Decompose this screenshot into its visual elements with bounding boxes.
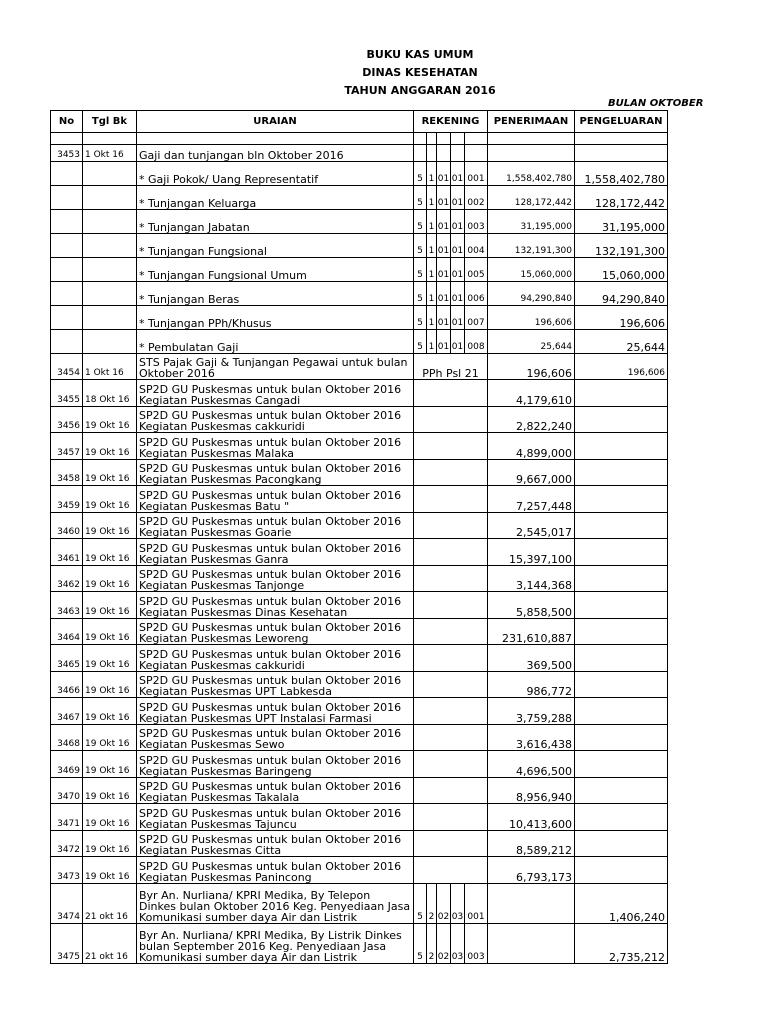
entry-date: 19 Okt 16 [83, 671, 137, 698]
entry-desc: SP2D GU Puskesmas untuk bulan Oktober 2016 Kegiatan Puskesmas UPT Labkesda [137, 671, 414, 698]
entry-no: 3467 [51, 698, 83, 725]
penerimaan-value: 4,179,610 [488, 380, 575, 407]
rekening-seg3: 02 [437, 923, 451, 963]
rekening-seg4: 01 [451, 282, 465, 306]
pengeluaran-value: 94,290,840 [575, 282, 668, 306]
entry-desc: SP2D GU Puskesmas untuk bulan Oktober 2016 Kegiatan Puskesmas Pacongkang [137, 459, 414, 486]
entry-no: 3458 [51, 459, 83, 486]
entry-date: 19 Okt 16 [83, 830, 137, 857]
penerimaan-value: 15,060,000 [488, 258, 575, 282]
penerimaan-value: 15,397,100 [488, 539, 575, 566]
rekening-seg5: 005 [465, 258, 488, 282]
rekening-seg5: 003 [465, 923, 488, 963]
entry-no: 3464 [51, 618, 83, 645]
rekening-seg5: 008 [465, 330, 488, 354]
entry-no: 3454 [51, 354, 83, 380]
entry-date: 19 Okt 16 [83, 804, 137, 831]
sp2d-row [51, 592, 768, 619]
penerimaan-value: 8,589,212 [488, 830, 575, 857]
entry-date: 19 Okt 16 [83, 724, 137, 751]
sp2d-row [51, 380, 768, 407]
entry-desc: * Tunjangan Jabatan [137, 210, 414, 234]
entry-no: 3470 [51, 777, 83, 804]
entry-no: 3457 [51, 433, 83, 460]
entry-desc: * Tunjangan Fungsional Umum [137, 258, 414, 282]
penerimaan-value: 3,144,368 [488, 565, 575, 592]
col-pengeluaran: PENGELUARAN [575, 111, 668, 133]
sts-row [51, 354, 768, 380]
penerimaan-value: 10,413,600 [488, 804, 575, 831]
entry-desc: SP2D GU Puskesmas untuk bulan Oktober 2016 Kegiatan Puskesmas Tajuncu [137, 804, 414, 831]
agency-name: DINAS KESEHATAN [362, 66, 478, 79]
entry-no: 3455 [51, 380, 83, 407]
rekening-seg4: 03 [451, 923, 465, 963]
rekening-seg2: 1 [427, 306, 437, 330]
pengeluaran-value: 132,191,300 [575, 234, 668, 258]
entry-desc: SP2D GU Puskesmas untuk bulan Oktober 2016 Kegiatan Puskesmas Sewo [137, 724, 414, 751]
entry-desc: SP2D GU Puskesmas untuk bulan Oktober 2016 Kegiatan Puskesmas Malaka [137, 433, 414, 460]
rekening-seg3: 01 [437, 306, 451, 330]
rekening-seg2: 1 [427, 186, 437, 210]
entry-no: 3469 [51, 751, 83, 778]
rekening-seg4: 01 [451, 306, 465, 330]
penerimaan-value: 5,858,500 [488, 592, 575, 619]
entry-date: 19 Okt 16 [83, 565, 137, 592]
entry-desc: Byr An. Nurliana/ KPRI Medika, By Telepon Dinkes bulan Oktober 2016 Keg. Penyediaan Jasa Komunikasi sumber daya Air dan Listrik [137, 883, 414, 923]
entry-no: 3471 [51, 804, 83, 831]
month-label: BULAN OKTOBER [608, 98, 704, 109]
sp2d-row [51, 777, 768, 804]
entry-date: 19 Okt 16 [83, 459, 137, 486]
rekening-seg4: 01 [451, 234, 465, 258]
report-title: BUKU KAS UMUM [366, 48, 474, 61]
rekening-seg2: 1 [427, 282, 437, 306]
rekening-seg2: 2 [427, 923, 437, 963]
penerimaan-value: 132,191,300 [488, 234, 575, 258]
rekening-seg3: 01 [437, 258, 451, 282]
entry-desc: SP2D GU Puskesmas untuk bulan Oktober 2016 Kegiatan Puskesmas Leworeng [137, 618, 414, 645]
entry-no: 3461 [51, 539, 83, 566]
penerimaan-value: 7,257,448 [488, 486, 575, 513]
penerimaan-value: 3,759,288 [488, 698, 575, 725]
entry-desc: SP2D GU Puskesmas untuk bulan Oktober 2016 Kegiatan Puskesmas cakkuridi [137, 645, 414, 672]
entry-date: 19 Okt 16 [83, 433, 137, 460]
entry-date: 1 Okt 16 [83, 145, 137, 162]
salary-item-row [51, 162, 768, 186]
penerimaan-value: 4,696,500 [488, 751, 575, 778]
rekening-seg5: 002 [465, 186, 488, 210]
penerimaan-value: 986,772 [488, 671, 575, 698]
col-rekening: REKENING [414, 111, 488, 133]
rekening-seg5: 004 [465, 234, 488, 258]
entry-no: 3456 [51, 406, 83, 433]
payment-row [51, 923, 768, 963]
rekening-seg5: 007 [465, 306, 488, 330]
entry-no: 3453 [51, 145, 83, 162]
sp2d-row [51, 433, 768, 460]
rekening-seg2: 1 [427, 162, 437, 186]
salary-item-row [51, 306, 768, 330]
entry-date: 19 Okt 16 [83, 539, 137, 566]
entry-desc: SP2D GU Puskesmas untuk bulan Oktober 2016 Kegiatan Puskesmas Citta [137, 830, 414, 857]
rekening-seg4: 01 [451, 330, 465, 354]
rekening-seg2: 2 [427, 883, 437, 923]
rekening-seg5: 001 [465, 883, 488, 923]
entry-desc: STS Pajak Gaji & Tunjangan Pegawai untuk bulan Oktober 2016 [137, 354, 414, 380]
penerimaan-value: 2,822,240 [488, 406, 575, 433]
pengeluaran-value: 15,060,000 [575, 258, 668, 282]
rekening-seg1: 5 [414, 923, 427, 963]
rekening-seg3: 01 [437, 234, 451, 258]
rekening-seg5: 003 [465, 210, 488, 234]
salary-item-row [51, 258, 768, 282]
col-tgl: Tgl Bk [83, 111, 137, 133]
entry-date: 19 Okt 16 [83, 751, 137, 778]
entry-no: 3462 [51, 565, 83, 592]
penerimaan-value: 196,606 [488, 306, 575, 330]
rekening-seg5: 006 [465, 282, 488, 306]
salary-item-row [51, 282, 768, 306]
penerimaan-value: 31,195,000 [488, 210, 575, 234]
entry-date: 19 Okt 16 [83, 698, 137, 725]
penerimaan-value: 94,290,840 [488, 282, 575, 306]
rekening-seg3: 01 [437, 282, 451, 306]
rekening-seg1: 5 [414, 234, 427, 258]
penerimaan-value: 2,545,017 [488, 512, 575, 539]
entry-no: 3460 [51, 512, 83, 539]
rekening-seg2: 1 [427, 258, 437, 282]
rekening-seg3: 01 [437, 330, 451, 354]
entry-no: 3475 [51, 923, 83, 963]
entry-desc: SP2D GU Puskesmas untuk bulan Oktober 2016 Kegiatan Puskesmas Panincong [137, 857, 414, 884]
rekening-seg4: 01 [451, 210, 465, 234]
entry-desc: SP2D GU Puskesmas untuk bulan Oktober 2016 Kegiatan Puskesmas Tanjonge [137, 565, 414, 592]
sp2d-row [51, 671, 768, 698]
penerimaan-value: 9,667,000 [488, 459, 575, 486]
penerimaan-value: 196,606 [488, 354, 575, 380]
entry-desc: SP2D GU Puskesmas untuk bulan Oktober 2016 Kegiatan Puskesmas cakkuridi [137, 406, 414, 433]
rekening-seg1: 5 [414, 162, 427, 186]
rekening-seg1: 5 [414, 210, 427, 234]
entry-desc: SP2D GU Puskesmas untuk bulan Oktober 2016 Kegiatan Puskesmas UPT Instalasi Farmasi [137, 698, 414, 725]
rekening-seg2: 1 [427, 234, 437, 258]
entry-date: 19 Okt 16 [83, 645, 137, 672]
entry-desc: * Tunjangan PPh/Khusus [137, 306, 414, 330]
entry-no: 3463 [51, 592, 83, 619]
entry-date: 19 Okt 16 [83, 406, 137, 433]
sp2d-row [51, 565, 768, 592]
sp2d-row [51, 698, 768, 725]
entry-date: 21 okt 16 [83, 883, 137, 923]
entry-desc: * Gaji Pokok/ Uang Representatif [137, 162, 414, 186]
rekening-seg1: 5 [414, 330, 427, 354]
penerimaan-value: 369,500 [488, 645, 575, 672]
rekening-seg1: 5 [414, 883, 427, 923]
penerimaan-value: 231,610,887 [488, 618, 575, 645]
entry-desc: SP2D GU Puskesmas untuk bulan Oktober 2016 Kegiatan Puskesmas Ganra [137, 539, 414, 566]
rekening-text: PPh Psl 21 [414, 354, 488, 380]
rekening-seg1: 5 [414, 282, 427, 306]
penerimaan-value: 8,956,940 [488, 777, 575, 804]
entry-no: 3468 [51, 724, 83, 751]
pengeluaran-value: 1,558,402,780 [575, 162, 668, 186]
entry-date: 19 Okt 16 [83, 486, 137, 513]
entry-desc: SP2D GU Puskesmas untuk bulan Oktober 2016 Kegiatan Puskesmas Baringeng [137, 751, 414, 778]
pengeluaran-value: 196,606 [575, 354, 668, 380]
rekening-seg4: 01 [451, 258, 465, 282]
rekening-seg4: 03 [451, 883, 465, 923]
pengeluaran-value: 31,195,000 [575, 210, 668, 234]
rekening-seg3: 01 [437, 210, 451, 234]
entry-desc: Gaji dan tunjangan bln Oktober 2016 [137, 145, 414, 162]
entry-desc: * Tunjangan Keluarga [137, 186, 414, 210]
entry-no: 3472 [51, 830, 83, 857]
sp2d-row [51, 724, 768, 751]
entry-date: 21 okt 16 [83, 923, 137, 963]
sp2d-row [51, 459, 768, 486]
penerimaan-value: 1,558,402,780 [488, 162, 575, 186]
sp2d-row [51, 645, 768, 672]
header-row [51, 111, 768, 133]
entry-date: 19 Okt 16 [83, 857, 137, 884]
entry-no: 3473 [51, 857, 83, 884]
entry-desc: SP2D GU Puskesmas untuk bulan Oktober 2016 Kegiatan Puskesmas Cangadi [137, 380, 414, 407]
sp2d-row [51, 406, 768, 433]
entry-date: 1 Okt 16 [83, 354, 137, 380]
entry-desc: Byr An. Nurliana/ KPRI Medika, By Listrik Dinkes bulan September 2016 Keg. Penyediaan Jasa Komunikasi sumber daya Air dan Listrik [137, 923, 414, 963]
rekening-seg3: 02 [437, 883, 451, 923]
entry-desc: SP2D GU Puskesmas untuk bulan Oktober 2016 Kegiatan Puskesmas Dinas Kesehatan [137, 592, 414, 619]
col-penerimaan: PENERIMAAN [488, 111, 575, 133]
spacer-row [51, 133, 768, 145]
penerimaan-value: 4,899,000 [488, 433, 575, 460]
penerimaan-value: 6,793,173 [488, 857, 575, 884]
rekening-seg2: 1 [427, 210, 437, 234]
salary-header-row [51, 145, 768, 162]
entry-desc: SP2D GU Puskesmas untuk bulan Oktober 2016 Kegiatan Puskesmas Batu " [137, 486, 414, 513]
entry-desc: * Pembulatan Gaji [137, 330, 414, 354]
col-no: No [51, 111, 83, 133]
sp2d-row [51, 751, 768, 778]
rekening-seg4: 01 [451, 162, 465, 186]
entry-desc: SP2D GU Puskesmas untuk bulan Oktober 2016 Kegiatan Puskesmas Goarie [137, 512, 414, 539]
pengeluaran-value: 196,606 [575, 306, 668, 330]
entry-no: 3466 [51, 671, 83, 698]
sp2d-row [51, 486, 768, 513]
penerimaan-value: 25,644 [488, 330, 575, 354]
cash-book-table [50, 110, 768, 964]
rekening-seg4: 01 [451, 186, 465, 210]
entry-no: 3465 [51, 645, 83, 672]
rekening-seg2: 1 [427, 330, 437, 354]
rekening-seg5: 001 [465, 162, 488, 186]
entry-date: 19 Okt 16 [83, 592, 137, 619]
pengeluaran-value: 2,735,212 [575, 923, 668, 963]
rekening-seg3: 01 [437, 186, 451, 210]
entry-no: 3459 [51, 486, 83, 513]
entry-desc: * Tunjangan Fungsional [137, 234, 414, 258]
sp2d-row [51, 830, 768, 857]
entry-date: 19 Okt 16 [83, 618, 137, 645]
entry-date: 18 Okt 16 [83, 380, 137, 407]
rekening-seg1: 5 [414, 258, 427, 282]
fiscal-year: TAHUN ANGGARAN 2016 [344, 84, 496, 97]
entry-date: 19 Okt 16 [83, 512, 137, 539]
rekening-seg1: 5 [414, 306, 427, 330]
salary-item-row [51, 234, 768, 258]
sp2d-row [51, 618, 768, 645]
entry-date: 19 Okt 16 [83, 777, 137, 804]
salary-item-row [51, 330, 768, 354]
sp2d-row [51, 512, 768, 539]
sp2d-row [51, 539, 768, 566]
penerimaan-value: 3,616,438 [488, 724, 575, 751]
salary-item-row [51, 186, 768, 210]
entry-desc: SP2D GU Puskesmas untuk bulan Oktober 2016 Kegiatan Puskesmas Takalala [137, 777, 414, 804]
salary-item-row [51, 210, 768, 234]
pengeluaran-value: 25,644 [575, 330, 668, 354]
sp2d-row [51, 804, 768, 831]
entry-no: 3474 [51, 883, 83, 923]
pengeluaran-value: 1,406,240 [575, 883, 668, 923]
pengeluaran-value: 128,172,442 [575, 186, 668, 210]
entry-desc: * Tunjangan Beras [137, 282, 414, 306]
penerimaan-value: 128,172,442 [488, 186, 575, 210]
rekening-seg3: 01 [437, 162, 451, 186]
rekening-seg1: 5 [414, 186, 427, 210]
sp2d-row [51, 857, 768, 884]
col-uraian: URAIAN [137, 111, 414, 133]
payment-row [51, 883, 768, 923]
